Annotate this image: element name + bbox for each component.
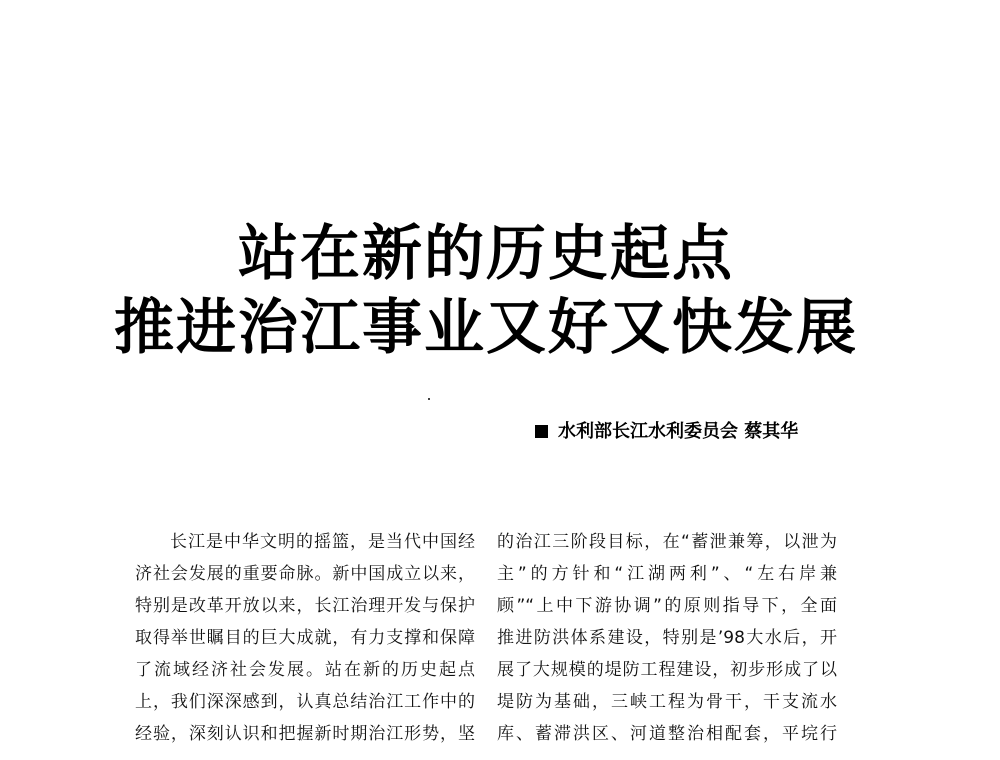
body-line: 长江是中华文明的摇篮，是当代中国经 [170,532,475,552]
title-line-2: 推进治江事业又好又快发展 [114,293,858,363]
byline [535,420,798,444]
body-right-column [497,526,837,750]
body-line: 推进防洪体系建设，特别是’98大水后，开 [497,628,837,648]
byline-square-icon [535,425,548,438]
body-line: 顾”“上中下游协调”的原则指导下，全面 [497,596,837,616]
body-line: 主”的方针和“江湖两利”、“左右岸兼 [497,564,837,584]
body-left-column [135,526,475,750]
byline-author: 水利部长江水利委员会 蔡其华 [558,421,799,442]
body-line: 上，我们深深感到，认真总结治江工作中的 [135,692,475,712]
body-line: 取得举世瞩目的巨大成就，有力支撑和保障 [135,628,475,648]
body-line: 的治江三阶段目标，在“蓄泄兼筹，以泄为 [497,532,837,552]
body-line: 展了大规模的堤防工程建设，初步形成了以 [497,660,837,680]
body-line: 经验，深刻认识和把握新时期治江形势，坚 [135,724,475,744]
body-line: 库、蓄滞洪区、河道整治相配套，平垸行 [497,724,837,744]
body-line: 特别是改革开放以来，长江治理开发与保护 [135,596,475,616]
body-line: 济社会发展的重要命脉。新中国成立以来， [135,564,475,584]
stray-dot [428,398,430,400]
title-line-1: 站在新的历史起点 [238,219,734,289]
body-line: 堤防为基础，三峡工程为骨干，干支流水 [497,692,837,712]
body-line: 了流域经济社会发展。站在新的历史起点 [135,660,475,680]
